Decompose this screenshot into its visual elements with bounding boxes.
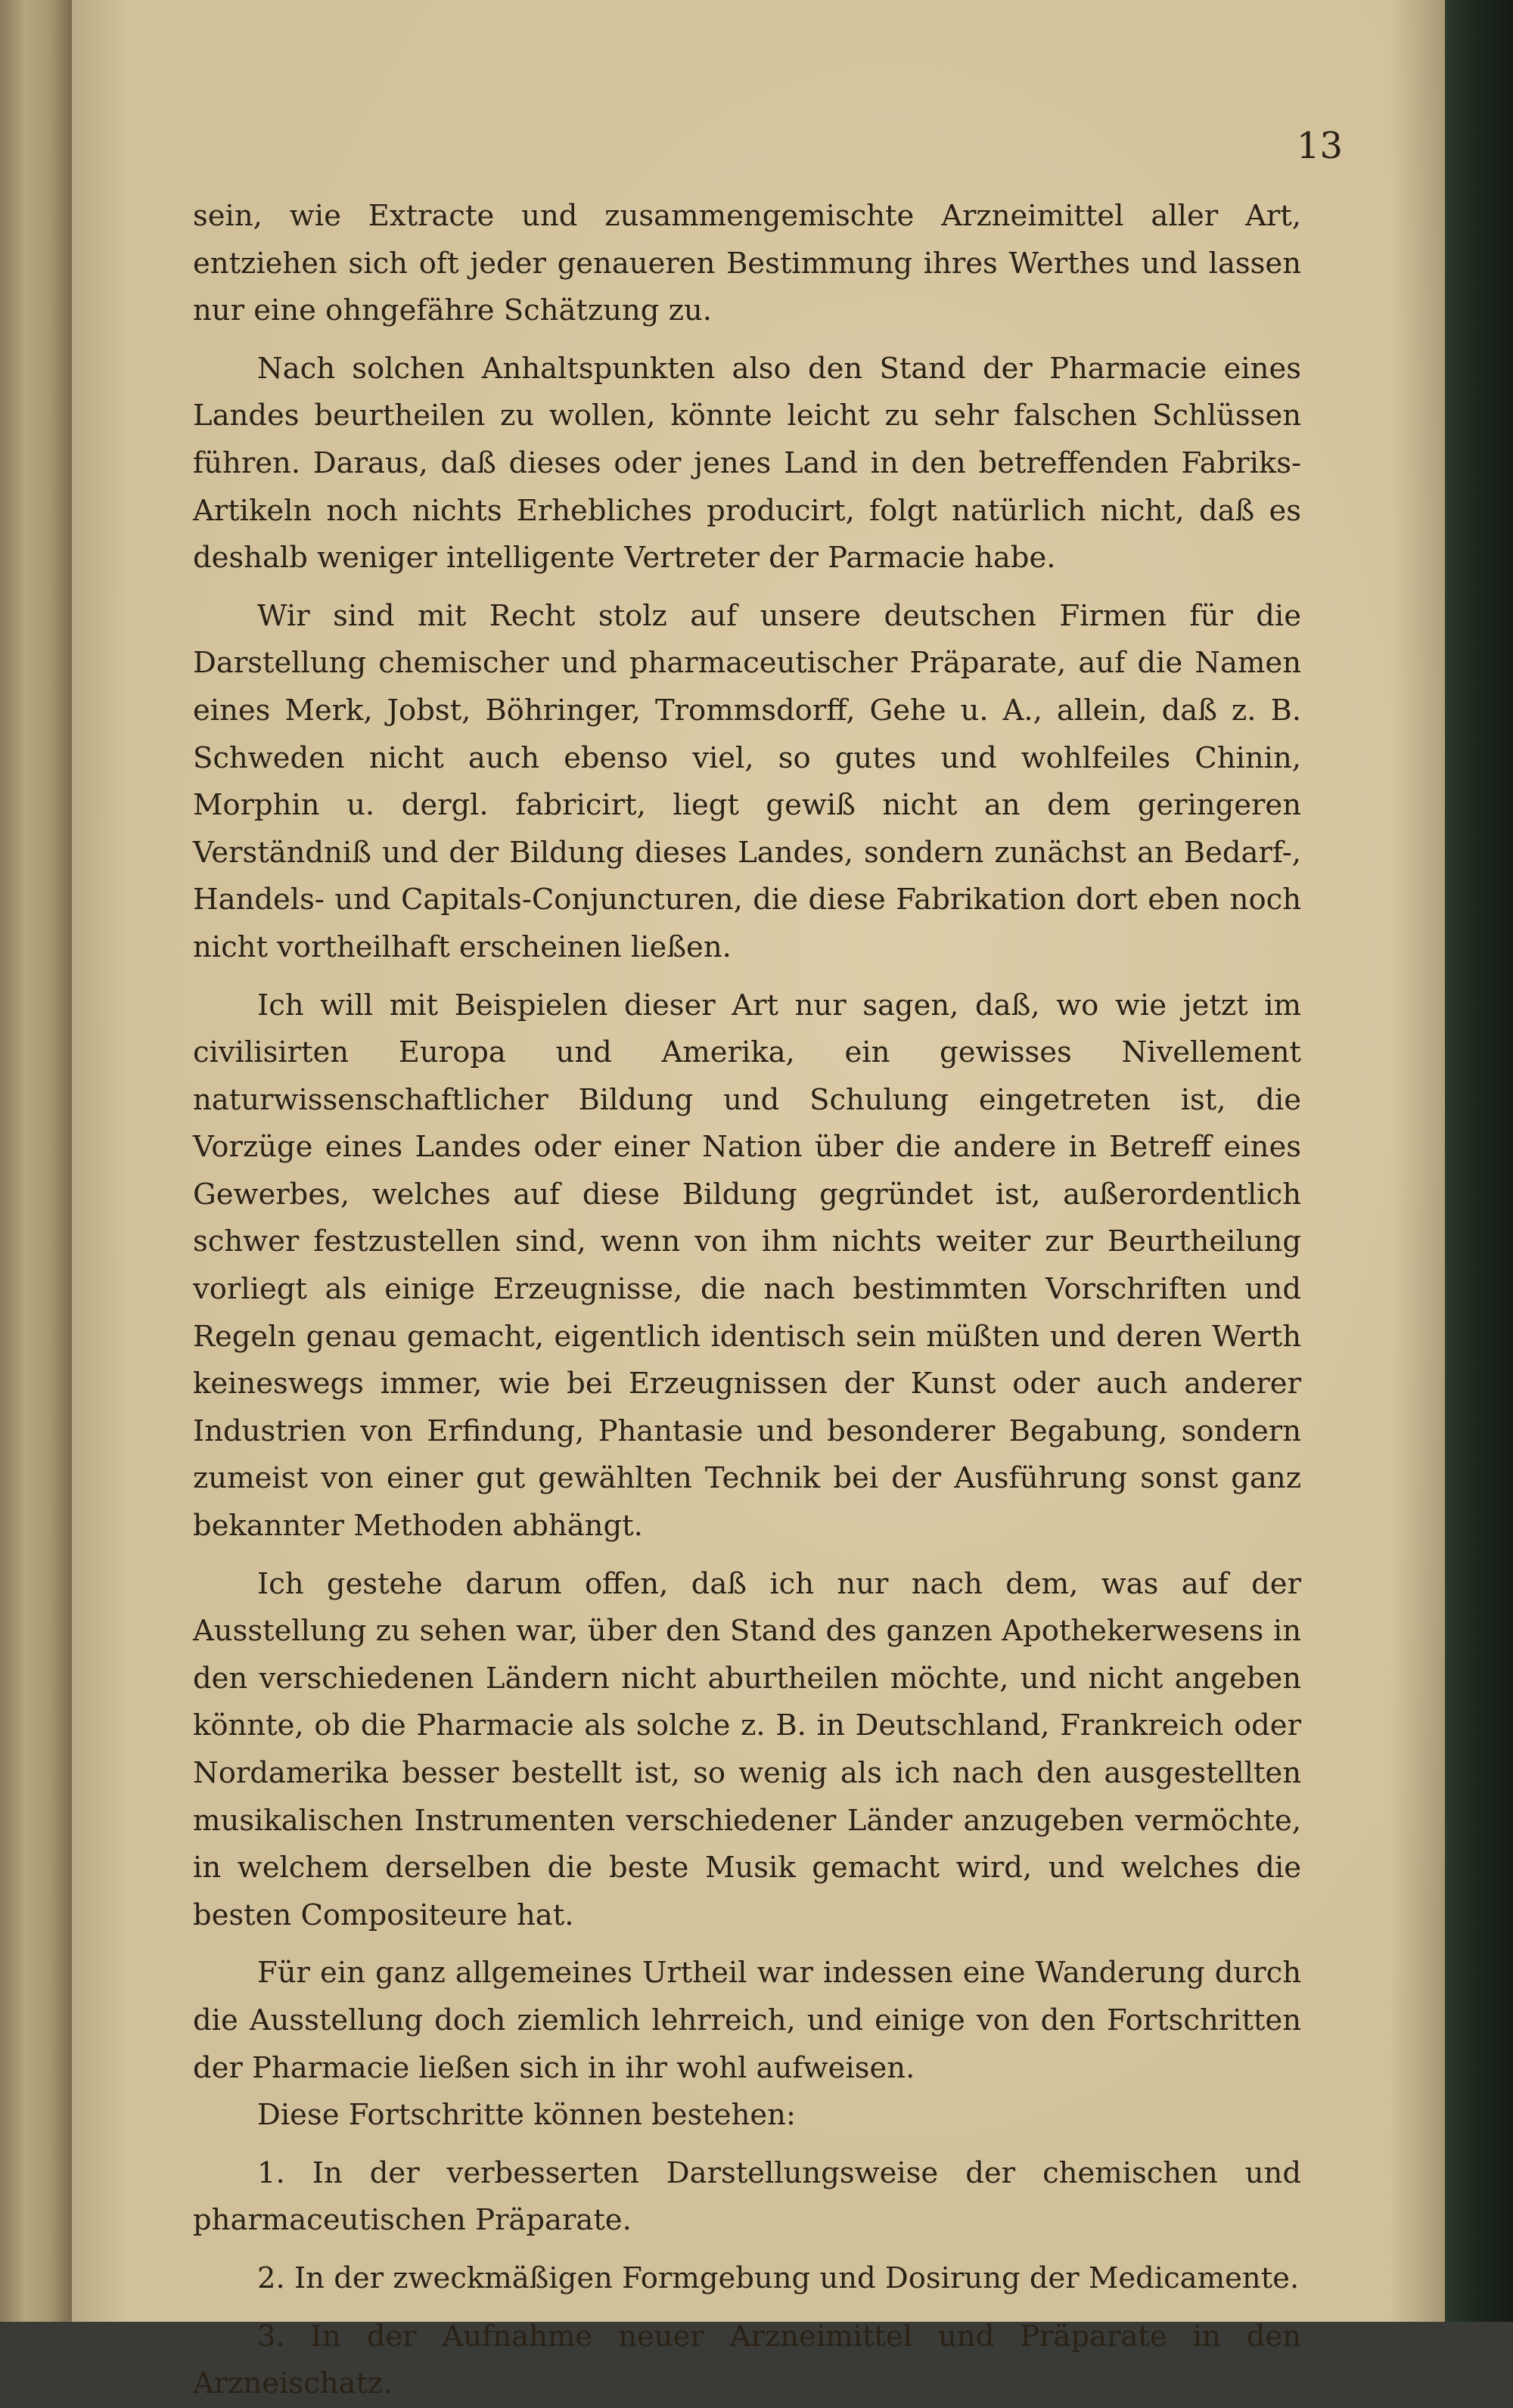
list-item: 1. In der verbesserten Darstellungsweise der chemischen und pharmaceutischen Präparate. <box>193 2155 1301 2238</box>
book-spine-edge <box>0 0 72 2322</box>
paragraph: sein, wie Extracte und zusammengemischte Arzneimittel aller Art, entziehen sich oft jeder genaueren Bestimmung ihres Werthes und lassen nur eine ohngefähre Schätzung zu. <box>193 199 1301 328</box>
page-number: 13 <box>1296 125 1343 167</box>
paragraph: Ich will mit Beispielen dieser Art nur sagen, daß, wo wie jetzt im civilisirten Europa und Amerika, ein gewisses Nivellement naturwissenschaftlicher Bildung und Schulung eingetreten ist, die Vorzüge eines Landes oder einer Nation über die andere in Betreff eines Gewerbes, welches auf diese Bildung gegründet ist, außerordentlich schwer festzustellen sind, wenn von ihm nichts weiter zur Beurtheilung vorliegt als einige Erzeugnisse, die nach bestimmten Vorschriften und Regeln genau gemacht, eigentlich identisch sein müßten und deren Werth keineswegs immer, wie bei Erzeugnissen der Kunst oder auch anderer Industrien von Erfindung, Phantasie und besonderer Begabung, sondern zumeist von einer gut gewählten Technik bei der Ausführung sonst ganz bekannter Methoden abhängt. <box>193 988 1301 1544</box>
book-binding-edge <box>1445 0 1513 2322</box>
list-item: 3. In der Aufnahme neuer Arzneimittel und Präparate in den Arzneischatz. <box>193 2319 1301 2401</box>
paragraph: Nach solchen Anhaltspunkten also den Stand der Pharmacie eines Landes beurtheilen zu wollen, könnte leicht zu sehr falschen Schlüssen führen. Daraus, daß dieses oder jenes Land in den betreffenden Fabriks-Artikeln noch nichts Erhebliches producirt, folgt natürlich nicht, daß es deshalb weniger intelligente Vertreter der Parmacie habe. <box>193 351 1301 576</box>
body-text <box>193 193 1301 2408</box>
paragraph: Ich gestehe darum offen, daß ich nur nach dem, was auf der Ausstellung zu sehen war, über den Stand des ganzen Apothekerwesens in den verschiedenen Ländern nicht aburtheilen möchte, und nicht angeben könnte, ob die Pharmacie als solche z. B. in Deutschland, Frankreich oder Nordamerika besser bestellt ist, so wenig als ich nach den ausgestellten musikalischen Instrumenten verschiedener Länder anzugeben vermöchte, in welchem derselben die beste Musik gemacht wird, und welches die besten Compositeure hat. <box>193 1566 1301 1932</box>
book-page <box>72 0 1445 2401</box>
list-item: 2. In der zweckmäßigen Formgebung und Dosirung der Medicamente. <box>257 2261 1300 2295</box>
paragraph: Wir sind mit Recht stolz auf unsere deutschen Firmen für die Darstellung chemischer und pharmaceutischer Präparate, auf die Namen eines Merk, Jobst, Böhringer, Trommsdorff, Gehe u. A., allein, daß z. B. Schweden nicht auch ebenso viel, so gutes und wohlfeiles Chinin, Morphin u. dergl. fabricirt, liegt gewiß nicht an dem geringeren Verständniß und der Bildung dieses Landes, sondern zunächst an Bedarf-, Handels- und Capitals-Conjuncturen, die diese Fabrikation dort eben noch nicht vortheilhaft erscheinen ließen. <box>193 598 1301 964</box>
paragraph: Für ein ganz allgemeines Urtheil war indessen eine Wanderung durch die Ausstellung doch ziemlich lehrreich, und einige von den Fortschritten der Pharmacie ließen sich in ihr wohl aufweisen. <box>193 1956 1301 2085</box>
paragraph: Diese Fortschritte können bestehen: <box>257 2098 796 2133</box>
